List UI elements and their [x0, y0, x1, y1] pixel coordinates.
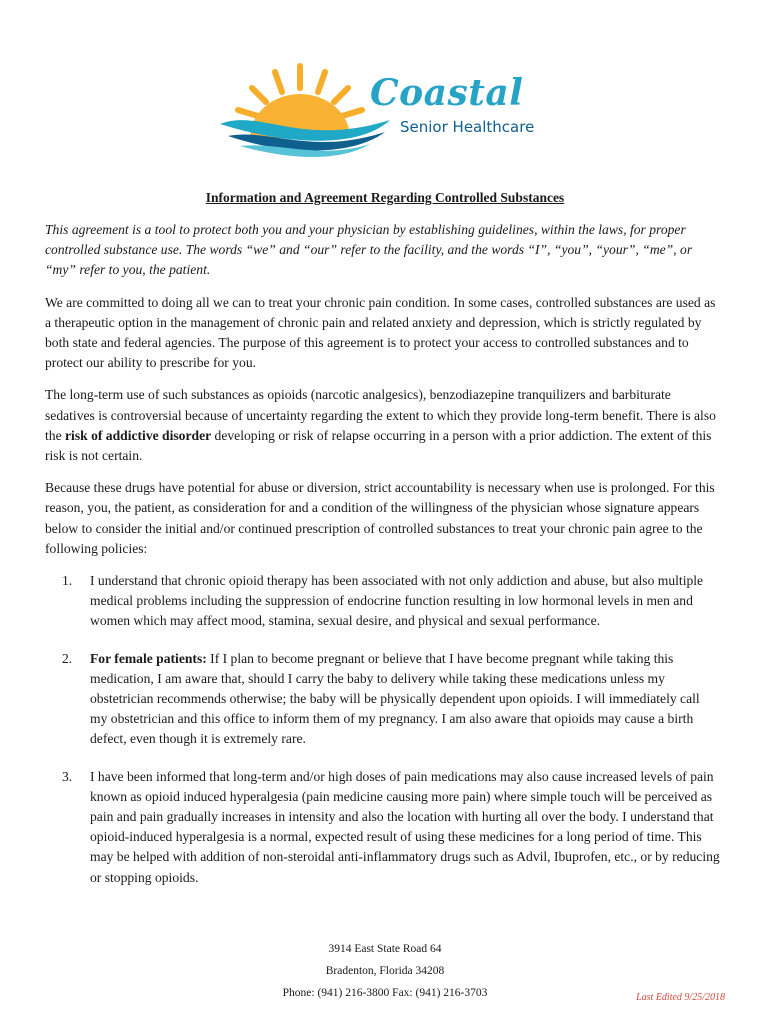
- intro-paragraph: This agreement is a tool to protect both you and your physician by establishing guidelines, within the laws, for proper controlled substance use. The words “we” and “our” refer to the facility, and the words “I”, “you”, “your”, “me”, or “my” refer to you, the patient.: [45, 222, 693, 278]
- logo-tagline: Senior Healthcare: [400, 118, 535, 136]
- logo-name: Coastal: [370, 72, 524, 114]
- risk-paragraph: [45, 385, 720, 466]
- policy-item: [45, 767, 720, 888]
- commitment-paragraph: We are committed to doing all we can to treat your chronic pain condition. In some cases, controlled substances are used as a therapeutic option in the management of chronic pain and related anxiety and depression, which is strictly regulated by both state and federal agencies. The purpose of this agreement is to protect your access to controlled substances and to protect our ability to prescribe for you.: [45, 294, 716, 371]
- policy-list: [45, 571, 720, 888]
- document-title: Information and Agreement Regarding Controlled Substances: [205, 190, 565, 205]
- document-body: [45, 220, 720, 905]
- policy-bold: For female patients:: [90, 650, 207, 666]
- last-edited-note: Last Edited 9/25/2018: [636, 992, 725, 1003]
- address-line-2: Bradenton, Florida 34208: [325, 965, 445, 977]
- risk-bold-text: risk of addictive disorder: [65, 427, 212, 443]
- policy-number: 2.: [62, 650, 73, 666]
- policy-item: [45, 571, 720, 632]
- coastal-logo: [220, 58, 560, 158]
- accountability-paragraph: Because these drugs have potential for abuse or diversion, strict accountability is necessary when use is prolonged. For this reason, you, the patient, as consideration for and a condition of the willingness of the physician whose signature appears below to consider the initial and/or continued prescription of controlled substances to treat your chronic pain agree to the following policies:: [45, 480, 715, 556]
- policy-text: I understand that chronic opioid therapy has been associated with not only addiction and abuse, but also multiple medical problems including the suppression of endocrine function resulting in low hormonal levels in men and women which may affect mood, stamina, sexual desire, and physical and sexual performance.: [90, 573, 704, 629]
- policy-number: 1.: [62, 573, 73, 589]
- policy-item: [45, 649, 720, 750]
- phone-fax-line: Phone: (941) 216-3800 Fax: (941) 216-3703: [282, 987, 488, 999]
- policy-number: 3.: [62, 768, 73, 784]
- address-line-1: 3914 East State Road 64: [328, 943, 442, 955]
- policy-text: If I plan to become pregnant or believe that I have become pregnant while taking this medication, I am aware that, should I carry the baby to delivery while taking these medications unless my obstetrician recommends otherwise; the baby will be physically dependent upon opioids. I will immediately call my obstetrician and this office to inform them of my pregnancy. I am also aware that opioids may cause a birth defect, even though it is extremely rare.: [90, 650, 700, 747]
- risk-text-after: developing or risk of relapse occurring in a person with a prior addiction. The extent of this risk is not certain.: [45, 427, 712, 464]
- risk-text-before: The long-term use of such substances as opioids (narcotic analgesics), benzodiazepine tranquilizers and barbiturate sedatives is controversial because of uncertainty regarding the extent to which they provide long-term benefit. There is also the: [45, 387, 716, 443]
- policy-text: I have been informed that long-term and/or high doses of pain medications may also cause increased levels of pain known as opioid induced hyperalgesia (pain medicine causing more pain) where simple touch will be perceived as pain and pain gradually increases in intensity and also the location with hurting all over the body. I understand that opioid-induced hyperalgesia is a normal, expected result of using these medicines for a long period of time. This may be helped with addition of non-steroidal anti-inflammatory drugs such as Advil, Ibuprofen, etc., or by reducing or stopping opioids.: [90, 768, 720, 885]
